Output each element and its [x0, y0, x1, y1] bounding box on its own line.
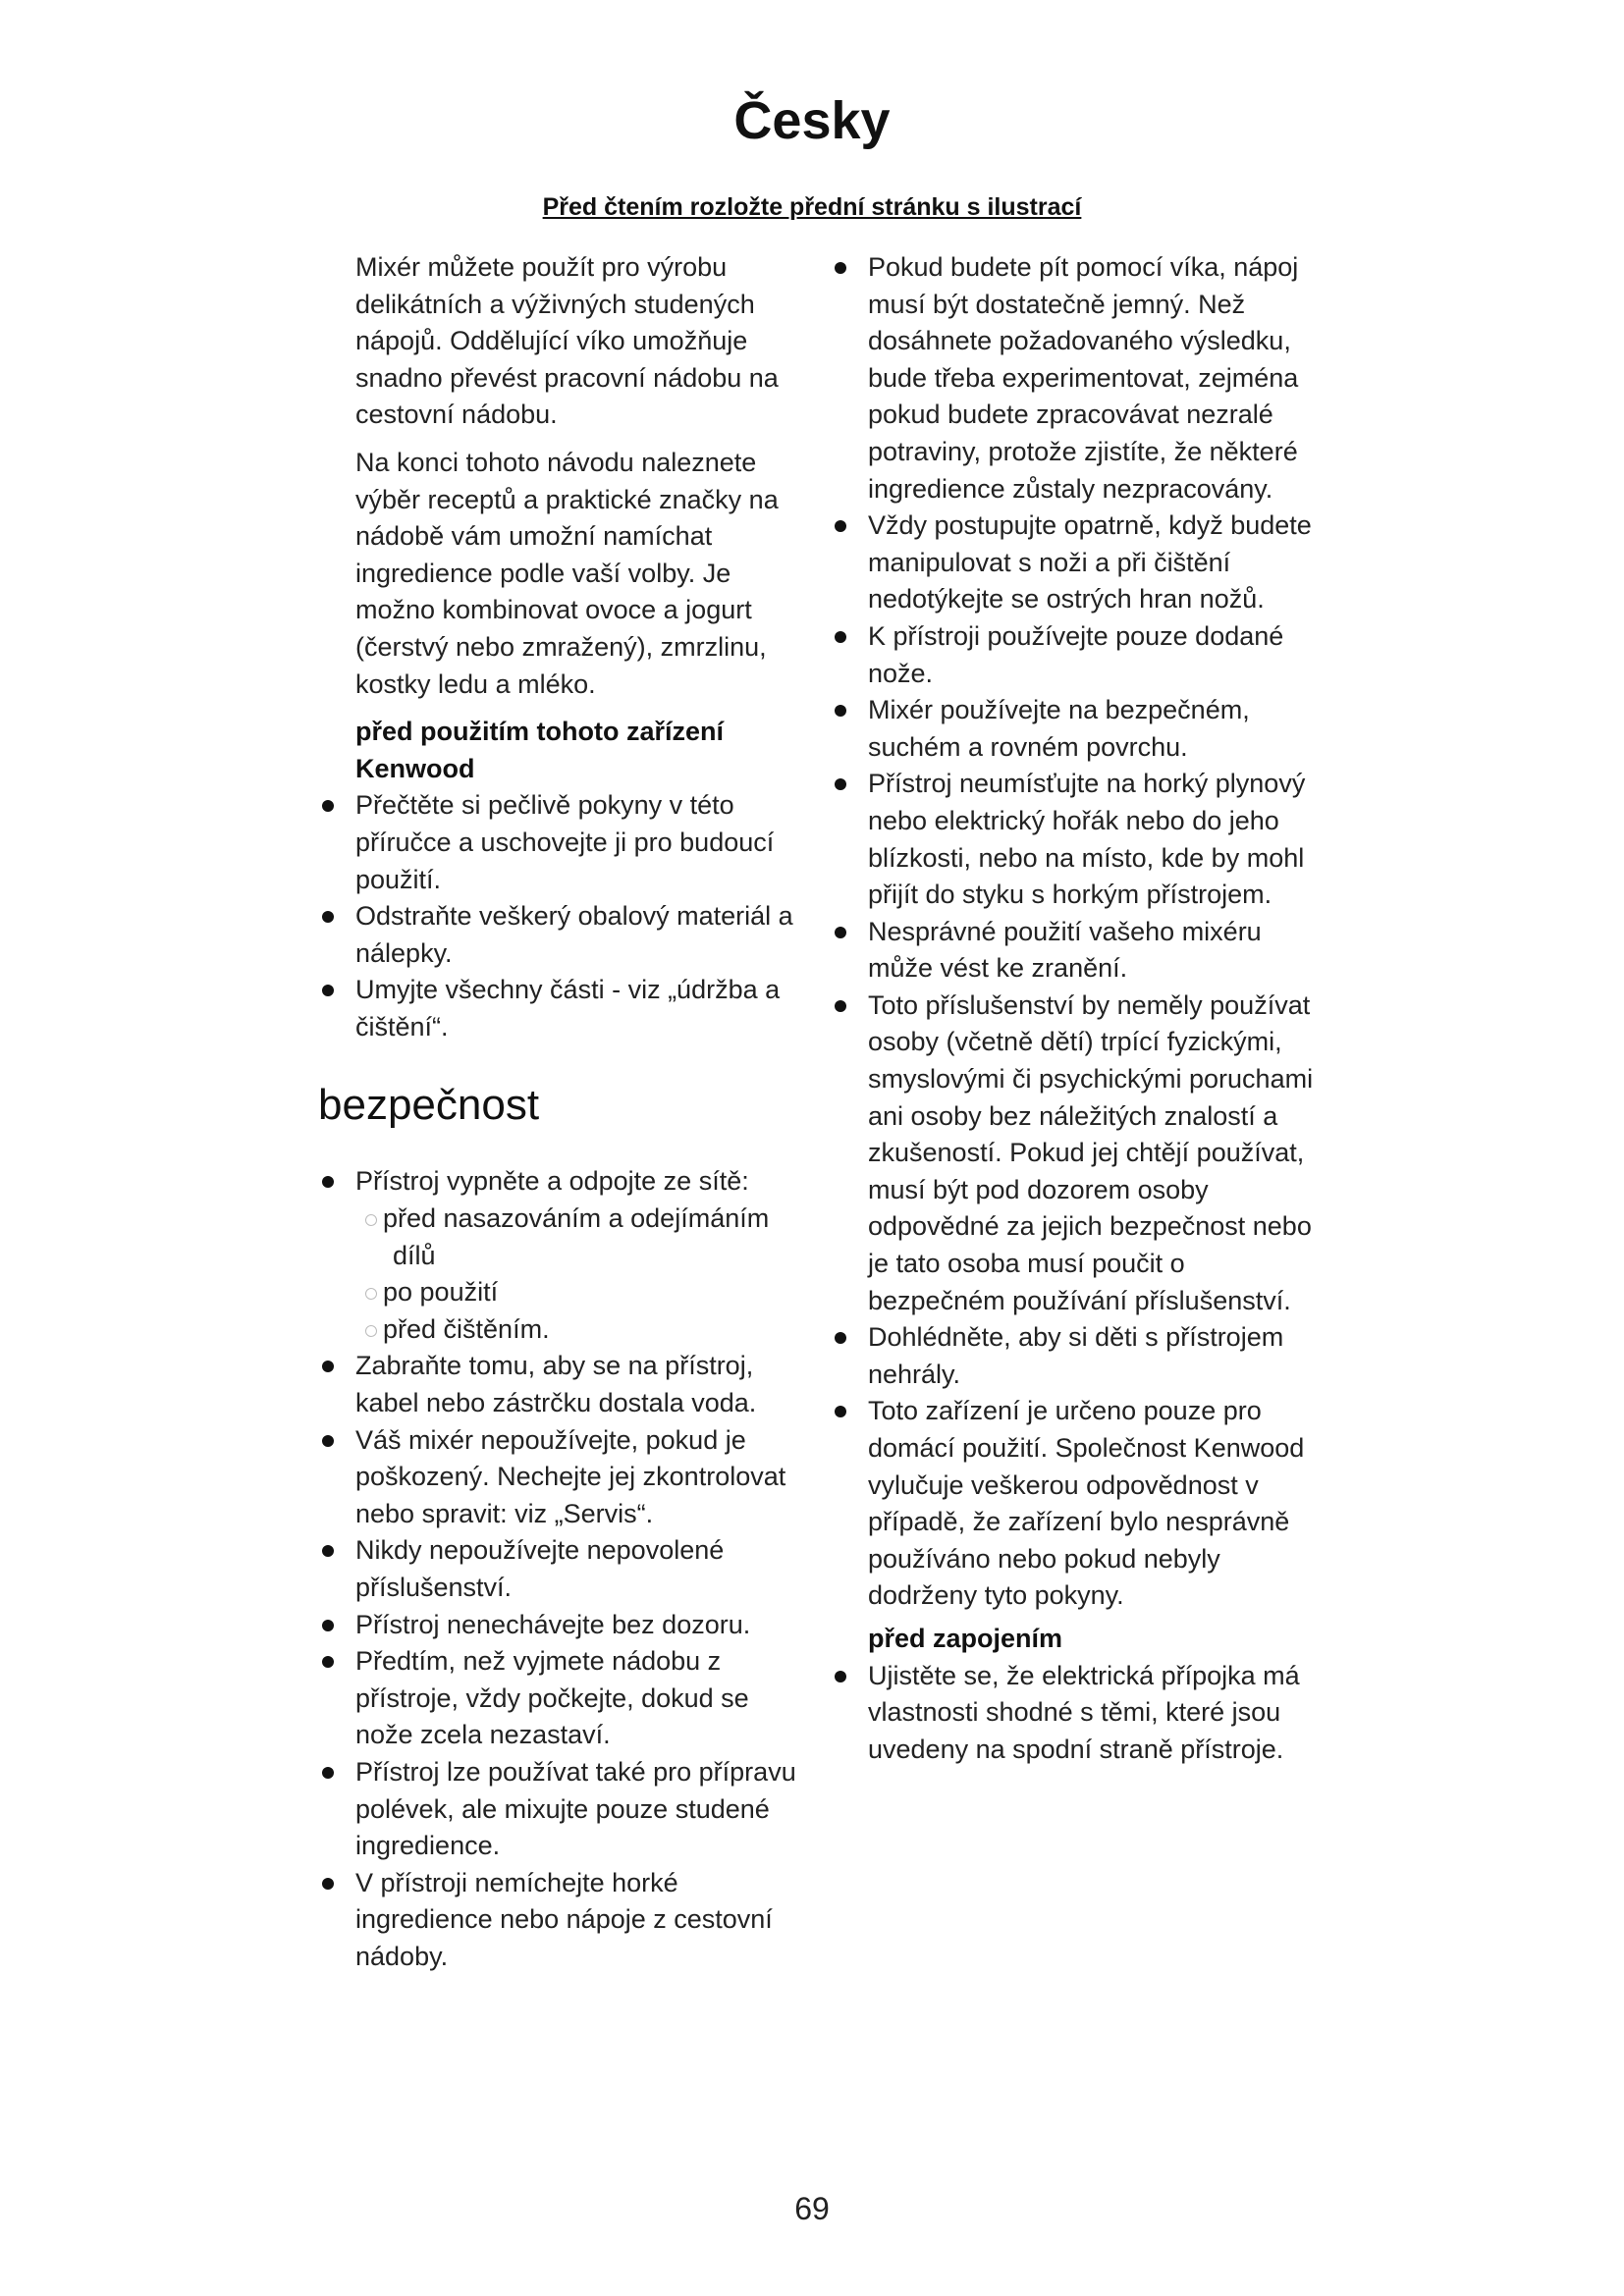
page-title: Česky: [733, 91, 891, 150]
safety-heading: bezpečnost: [318, 1081, 540, 1130]
list-item: Přístroj nenechávejte bez dozoru.: [355, 1607, 797, 1644]
list-item: [355, 1163, 797, 1348]
list-item: Odstraňte veškerý obalový materiál a nálepky.: [355, 898, 797, 972]
page-subtitle: Před čtením rozložte přední stránku s ilustrací: [542, 193, 1082, 221]
list-item: Zabraňte tomu, aby se na přístroj, kabel nebo zástrčku dostala voda.: [355, 1348, 797, 1421]
list-item: Nikdy nepoužívejte nepovolené příslušenství.: [355, 1532, 797, 1606]
intro-paragraph-1: Mixér můžete použít pro výrobu delikátních a výživných studených nápojů. Oddělující víko umožňuje snadno převést pracovní nádobu na cestovní nádobu.: [355, 252, 779, 430]
list-item: Dohlédněte, aby si děti s přístrojem nehrály.: [868, 1319, 1320, 1393]
before-connect-heading: před zapojením: [868, 1623, 1063, 1653]
list-item: Mixér používejte na bezpečném, suchém a rovném povrchu.: [868, 692, 1320, 766]
ring-bullet-icon: [365, 1325, 377, 1337]
safety-first-item: Přístroj vypněte a odpojte ze sítě:: [355, 1166, 749, 1197]
safety-sublist: [355, 1201, 797, 1348]
ring-bullet-icon: [365, 1214, 377, 1226]
list-item: Přečtěte si pečlivě pokyny v této příručce a uschovejte ji pro budoucí použití.: [355, 787, 797, 898]
sublist-item: před čištěním.: [355, 1311, 797, 1349]
list-item: Umyjte všechny části - viz „údržba a čištění“.: [355, 972, 797, 1045]
safety-list: [355, 1163, 797, 1975]
before-connect-list: [868, 1658, 1320, 1769]
list-item: Toto zařízení je určeno pouze pro domácí použití. Společnost Kenwood vylučuje veškerou odpovědnost v případě, že zařízení bylo nesprávně používáno nebo pokud nebyly dodrženy tyto pokyny.: [868, 1393, 1320, 1615]
list-item: Přístroj lze používat také pro přípravu polévek, ale mixujte pouze studené ingredience.: [355, 1754, 797, 1865]
list-item: Předtím, než vyjmete nádobu z přístroje, vždy počkejte, dokud se nože zcela nezastaví.: [355, 1643, 797, 1754]
intro-paragraph-2: Na konci tohoto návodu naleznete výběr receptů a praktické značky na nádobě vám umožní namíchat ingredience podle vaší volby. Je možno kombinovat ovoce a jogurt (čerstvý nebo zmražený), zmrzlinu, kostky ledu a mléko.: [355, 447, 779, 699]
list-item: V přístroji nemíchejte horké ingredience nebo nápoje z cestovní nádoby.: [355, 1865, 797, 1976]
list-item: Přístroj neumísťujte na horký plynový nebo elektrický hořák nebo do jeho blízkosti, nebo na místo, kde by mohl přijít do styku s horkým přístrojem.: [868, 766, 1320, 913]
safety-list-continued: [868, 249, 1320, 1615]
list-item: Toto příslušenství by neměly používat osoby (včetně dětí) trpící fyzickými, smyslovými či psychickými poruchami ani osoby bez náležitých znalostí a zkušeností. Pokud jej chtějí používat, musí být pod dozorem osoby odpovědné za jejich bezpečnost nebo je tato osoba musí poučit o bezpečném používání příslušenství.: [868, 988, 1320, 1319]
list-item: K přístroji používejte pouze dodané nože.: [868, 618, 1320, 692]
list-item: Vždy postupujte opatrně, když budete manipulovat s noži a při čištění nedotýkejte se ostrých hran nožů.: [868, 507, 1320, 618]
before-use-list: [355, 787, 797, 1045]
right-column: [868, 249, 1320, 1768]
sublist-item: dílů: [393, 1240, 436, 1270]
left-column: [318, 249, 797, 1976]
ring-bullet-icon: [365, 1288, 377, 1300]
before-use-heading: před použitím tohoto zařízení Kenwood: [355, 717, 724, 783]
sublist-item: po použití: [355, 1274, 797, 1311]
page-number: 69: [794, 2191, 830, 2226]
list-item: Nesprávné použití vašeho mixéru může vést ke zranění.: [868, 914, 1320, 988]
sublist-item: před nasazováním a odejímáním: [355, 1201, 797, 1238]
list-item: Váš mixér nepoužívejte, pokud je poškozený. Nechejte jej zkontrolovat nebo spravit: viz „Servis“.: [355, 1422, 797, 1533]
list-item: Ujistěte se, že elektrická přípojka má vlastnosti shodné s těmi, které jsou uvedeny na spodní straně přístroje.: [868, 1658, 1320, 1769]
list-item: Pokud budete pít pomocí víka, nápoj musí být dostatečně jemný. Než dosáhnete požadovaného výsledku, bude třeba experimentovat, zejména pokud budete zpracovávat nezralé potraviny, protože zjistíte, že některé ingredience zůstaly nezpracovány.: [868, 249, 1320, 507]
